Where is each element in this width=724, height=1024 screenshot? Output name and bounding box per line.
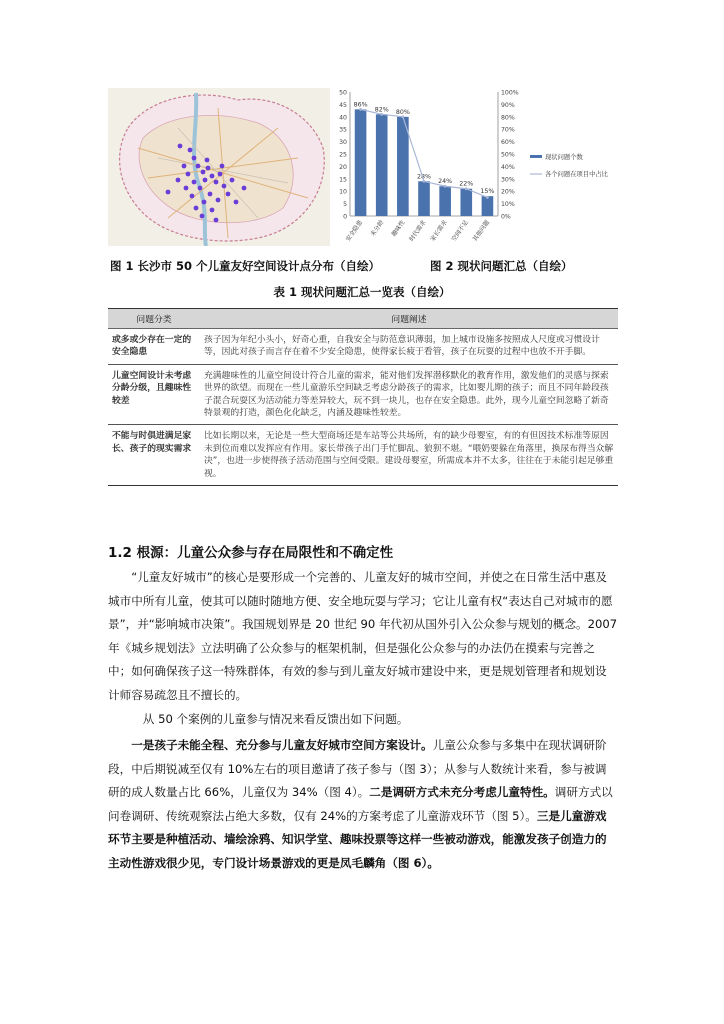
bar (482, 196, 494, 216)
table-caption: 表 1 现状问题汇总一览表（自绘） (273, 285, 451, 299)
line-point (465, 187, 468, 190)
table-cell-description: 孩子因为年纪小头小，好奇心重，自我安全与防范意识薄弱，加上城市设施多按照成人尺度或习惯设计等，因此对孩子而言存在着不少安全隐患，使得家长疲于看管，孩子在玩耍的过程中也放不开手脚。 (200, 329, 618, 365)
finding-1-text: 儿童公众参与多集中在现状调研阶段，中后期锐减至仅有 10%左右的项目邀请了孩子参与（图 3）；从参与人数统计来看，参与被调研的成人数量占比 66%，儿童仅为 34%（图 4）。 (108, 738, 607, 800)
y-tick-label: 35 (339, 126, 347, 134)
bar (460, 189, 472, 216)
chart-svg (330, 88, 628, 248)
table-cell-category: 儿童空间设计未考虑分龄分级，且趣味性较差 (108, 364, 200, 425)
finding-2-bold: 二是调研方式未充分考虑儿童特性。 (369, 785, 555, 800)
bar (418, 181, 430, 216)
bar-data-label: 22% (459, 180, 474, 188)
y2-tick-label: 50% (501, 151, 515, 159)
figure1-map (108, 88, 330, 246)
x-tick-label: 趣味性 (390, 219, 407, 238)
y-tick-label: 40 (339, 114, 347, 122)
bar-data-label: 80% (395, 108, 410, 116)
x-tick-label: 其他问题 (471, 219, 492, 243)
y-tick-label: 0 (343, 213, 347, 221)
y-tick-label: 5 (343, 201, 347, 209)
line-point (444, 185, 447, 188)
table-cell-category: 不能与时俱进满足家长、孩子的现实需求 (108, 425, 200, 486)
y2-tick-label: 70% (501, 126, 515, 134)
x-tick-label: 时代需求 (408, 219, 428, 243)
table-header-row (108, 309, 618, 329)
issues-table (108, 308, 618, 486)
y2-tick-label: 90% (501, 101, 515, 109)
bar-data-label: 24% (438, 178, 453, 186)
bar-data-label: 86% (353, 101, 368, 109)
table-row (108, 425, 618, 486)
table-header-description: 问题阐述 (200, 309, 618, 329)
table-cell-category: 或多或少存在一定的安全隐患 (108, 329, 200, 365)
y-tick-label: 15 (339, 176, 347, 184)
table-row (108, 364, 618, 425)
y2-tick-label: 80% (501, 114, 515, 122)
y2-tick-label: 10% (501, 201, 515, 209)
bar (376, 114, 388, 216)
figure2-caption: 图 2 现状问题汇总（自绘） (430, 259, 573, 273)
bar-data-label: 82% (374, 106, 389, 114)
x-tick-label: 空间不足 (450, 219, 470, 243)
bar-data-label: 15% (480, 188, 495, 196)
finding-2-text: 调研方式以问卷调研、传统观察法占绝大多数，仅有 24%的方案考虑了儿童游戏环节（图 5）。 (108, 785, 613, 823)
y-tick-label: 30 (339, 139, 347, 147)
y2-tick-label: 0% (501, 213, 511, 221)
bar (439, 186, 451, 216)
legend-swatch-bar (530, 155, 542, 158)
x-tick-label: 安全隐患 (344, 219, 365, 243)
legend-label-line: 各个问题在项目中占比 (545, 171, 608, 178)
bar (397, 117, 409, 216)
figure2-chart (330, 88, 628, 248)
paragraph-1: “儿童友好城市”的核心是要形成一个完善的、儿童友好的城市空间，并使之在日常生活中惠及城市中所有儿童，使其可以随时随地方便、安全地玩耍与学习；它让儿童有权“表达自己对城市的愿景”，并“影响城市决策”。我国规划界是 20 世纪 90 年代初从国外引入公众参与规划的概念。2007 年《城乡规划法》立法明确了公众参与的框架机制，但是强化公众参与的办法仍在摸索与完善之中；如何确保孩子这一特殊群体，有效的参与到儿童友好城市建设中来，更是规划管理者和规划设计师容易疏忽且不擅长的。 (108, 570, 618, 702)
y2-tick-label: 30% (501, 176, 515, 184)
table-header-category: 问题分类 (108, 309, 200, 329)
y-tick-label: 50 (339, 89, 347, 97)
y-tick-label: 10 (339, 188, 347, 196)
paragraph-2: 从 50 个案例的儿童参与情况来看反馈出如下问题。 (142, 712, 409, 726)
table-cell-description: 充满趣味性的儿童空间设计符合儿童的需求，能对他们发挥潜移默化的教育作用，激发他们的灵感与探索世界的欲望。而现在一些儿童游乐空间缺乏考虑分龄孩子的需求，比如婴儿期的孩子；而且不同年龄段孩子混合玩耍区为活动能力等差异较大，玩不到一块儿，也存在安全隐患。此外，现今儿童空间忽略了新奇特景观的打造，颜色化化缺乏，内涵及趣味性较差。 (200, 364, 618, 425)
y-tick-label: 45 (339, 101, 347, 109)
y2-tick-label: 20% (501, 188, 515, 196)
y2-tick-label: 40% (501, 163, 515, 171)
finding-1-bold: 一是孩子未能全程、充分参与儿童友好城市空间方案设计。 (131, 738, 433, 752)
y-tick-label: 25 (339, 151, 347, 159)
figure1-caption: 图 1 长沙市 50 个儿童友好空间设计点分布（自绘） (110, 259, 381, 273)
line-point (486, 196, 489, 199)
y2-tick-label: 100% (501, 89, 519, 97)
x-tick-label: 未分龄 (369, 219, 386, 238)
map-graphic (108, 88, 330, 246)
y2-tick-label: 60% (501, 139, 515, 147)
legend-label-bar: 现状问题个数 (545, 154, 583, 161)
line-point (380, 113, 383, 116)
section-heading: 1.2 根源：儿童公众参与存在局限性和不确定性 (108, 545, 394, 561)
table-cell-description: 比如长期以来，无论是一些大型商场还是车站等公共场所，有的缺少母婴室，有的有但因技术标准等原因未到位而难以发挥应有作用。家长带孩子出门手忙脚乱、狼狈不堪。“喂奶要躲在角落里，换尿布得当众解决”，也进一步使得孩子活动范围与空间受限。建设母婴室，所需成本并不太多，往往在于未能引起足够重视。 (200, 425, 618, 486)
line-point (401, 115, 404, 118)
line-point (423, 180, 426, 183)
x-tick-label: 家长需求 (429, 219, 449, 243)
y-tick-label: 20 (339, 163, 347, 171)
finding-3-bold: 三是儿童游戏环节主要是种植活动、墙绘涂鸦、知识学堂、趣味投票等这样一些被动游戏，能激发孩子创造力的主动性游戏很少见，专门设计场景游戏的更是凤毛麟角（图 6）。 (108, 808, 607, 870)
line-point (359, 108, 362, 111)
paragraph-3 (108, 734, 618, 876)
bar (355, 109, 367, 216)
table-row (108, 329, 618, 365)
bar-data-label: 28% (417, 173, 431, 181)
